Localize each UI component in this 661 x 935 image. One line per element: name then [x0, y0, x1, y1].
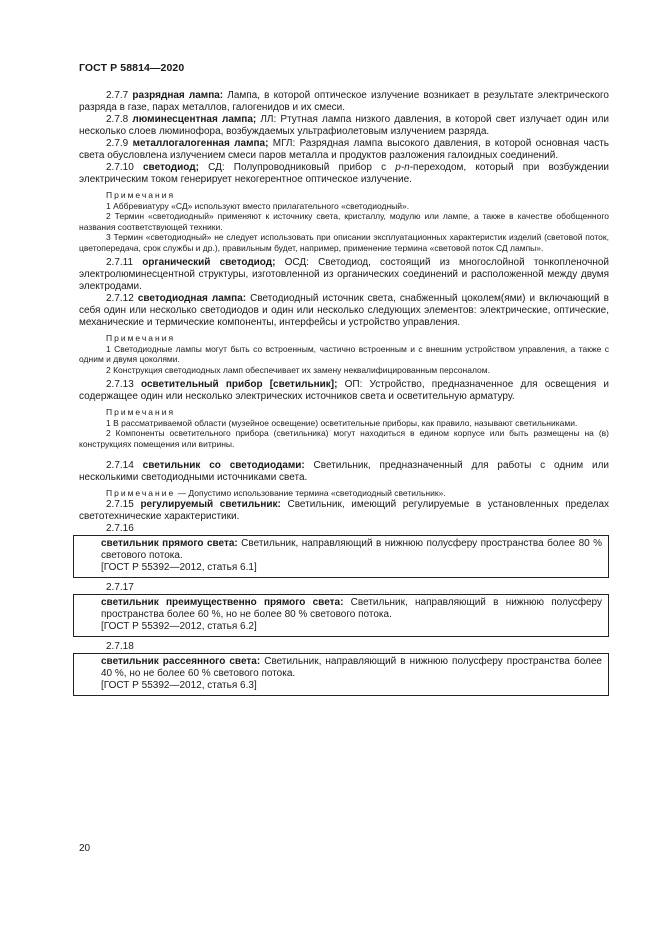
note-label: Примечание [106, 488, 176, 498]
note-item: 1 Светодиодные лампы могут быть со встроенным, частично встроенным и с внешним устройством управления, а также с одним и двумя цоколями. [79, 343, 609, 364]
entry-2-7-7: 2.7.7 разрядная лампа: Лампа, в которой оптическое излучение возникает в результате электрического разряда в газе, парах металлов, галогенидов и их смеси. [79, 90, 609, 113]
source-reference: [ГОСТ Р 55392—2012, статья 6.2] [101, 620, 257, 632]
entry-2-7-10: 2.7.10 светодиод; СД: Полупроводниковый прибор с p-n-переходом, который при возбуждении электрическим током генерирует некогерентное оптическое излучение. [79, 162, 610, 185]
entry-2-7-11: 2.7.11 органический светодиод; ОСД: Светодиод, состоящий из многослойной тонкопленочной электролюминесцентной структуры, изготовленной из органических соединений и расположенной между двумя электродами. [79, 257, 609, 292]
single-note [79, 488, 609, 499]
entry-2-7-14: 2.7.14 светильник со светодиодами: Светильник, предназначенный для работы с одним или несколькими светодиодными источниками света. [79, 460, 609, 483]
note-item: 1 В рассматриваемой области (музейное освещение) осветительные приборы, как правило, называют светильниками. [106, 417, 578, 428]
entry-number: 2.7.18 [106, 640, 134, 652]
entry-number: 2.7.16 [106, 522, 134, 534]
notes-heading: Примечания [106, 407, 176, 417]
entry-2-7-8: 2.7.8 люминесцентная лампа; ЛЛ: Ртутная лампа низкого давления, в которой свет излучает один или несколько слоев люминофора, возбуждаемых ультрафиолетовым излучением разряда. [79, 114, 609, 137]
note-item: 3 Термин «светодиодный» не следует использовать при описании эксплуатационных характеристик изделий (световой поток, цветопередача, срок службы и др.), правильным будет, например, применение термина «световой поток СД лампы». [79, 232, 609, 253]
note-item: 1 Аббревиатуру «СД» используют вместо прилагательного «светодиодный». [106, 200, 410, 211]
boxed-definition: светильник преимущественно прямого света: Светильник, направляющий в нижнюю полусферу пространства более 60 %, но не более 80 % светового потока. [ГОСТ Р 55392—2012, статья 6.2] [73, 594, 609, 637]
note-item: 2 Компоненты осветительного прибора (светильника) могут находиться в едином корпусе или быть размещены на (в) конструкциях помещения или витрины. [79, 428, 609, 449]
page-number: 20 [79, 843, 91, 854]
document-header: ГОСТ Р 58814—2020 [79, 62, 185, 74]
source-reference: [ГОСТ Р 55392—2012, статья 6.1] [101, 561, 257, 573]
document-body [79, 90, 609, 696]
entry-2-7-13: 2.7.13 осветительный прибор [светильник]; ОП: Устройство, предназначенное для освещения и содержащее один или несколько электрических источников света и осветительную арматуру. [79, 379, 610, 402]
notes-heading: Примечания [106, 190, 176, 200]
entry-number: 2.7.17 [106, 581, 134, 593]
note-text: — Допустимо использование термина «светодиодный светильник». [175, 488, 446, 498]
entry-2-7-9: 2.7.9 металлогалогенная лампа; МГЛ: Разрядная лампа высокого давления, в которой основная часть света обусловлена излучением смеси паров металла и продуктов разложения галоидных соединений. [79, 138, 610, 161]
entry-2-7-12: 2.7.12 светодиодная лампа: Светодиодный источник света, снабженный цоколем(ями) и включающий в себя один или несколько светодиодов и один или несколько следующих элементов: электрические, оптические, механические и термические компоненты, интерфейсы и устройство управления. [79, 293, 609, 328]
note-item: 2 Термин «светодиодный» применяют к источнику света, кристаллу, модулю или лампе, а также в качестве обобщенного названия соответствующей техники. [79, 211, 609, 232]
boxed-definition: светильник рассеянного света: Светильник, направляющий в нижнюю полусферу пространства более 40 %, но не более 60 % светового потока. [ГОСТ Р 55392—2012, статья 6.3] [73, 653, 609, 696]
notes-heading: Примечания [106, 333, 176, 343]
source-reference: [ГОСТ Р 55392—2012, статья 6.3] [101, 679, 257, 691]
entry-2-7-15: 2.7.15 регулируемый светильник: Светильник, имеющий регулируемые в установленных пределах светотехнические характеристики. [79, 498, 610, 522]
note-item: 2 Конструкция светодиодных ламп обеспечивает их замену неквалифицированным персоналом. [106, 364, 490, 375]
boxed-definition: светильник прямого света: Светильник, направляющий в нижнюю полусферу пространства более 80 % светового потока. [ГОСТ Р 55392—2012, статья 6.1] [73, 535, 609, 578]
